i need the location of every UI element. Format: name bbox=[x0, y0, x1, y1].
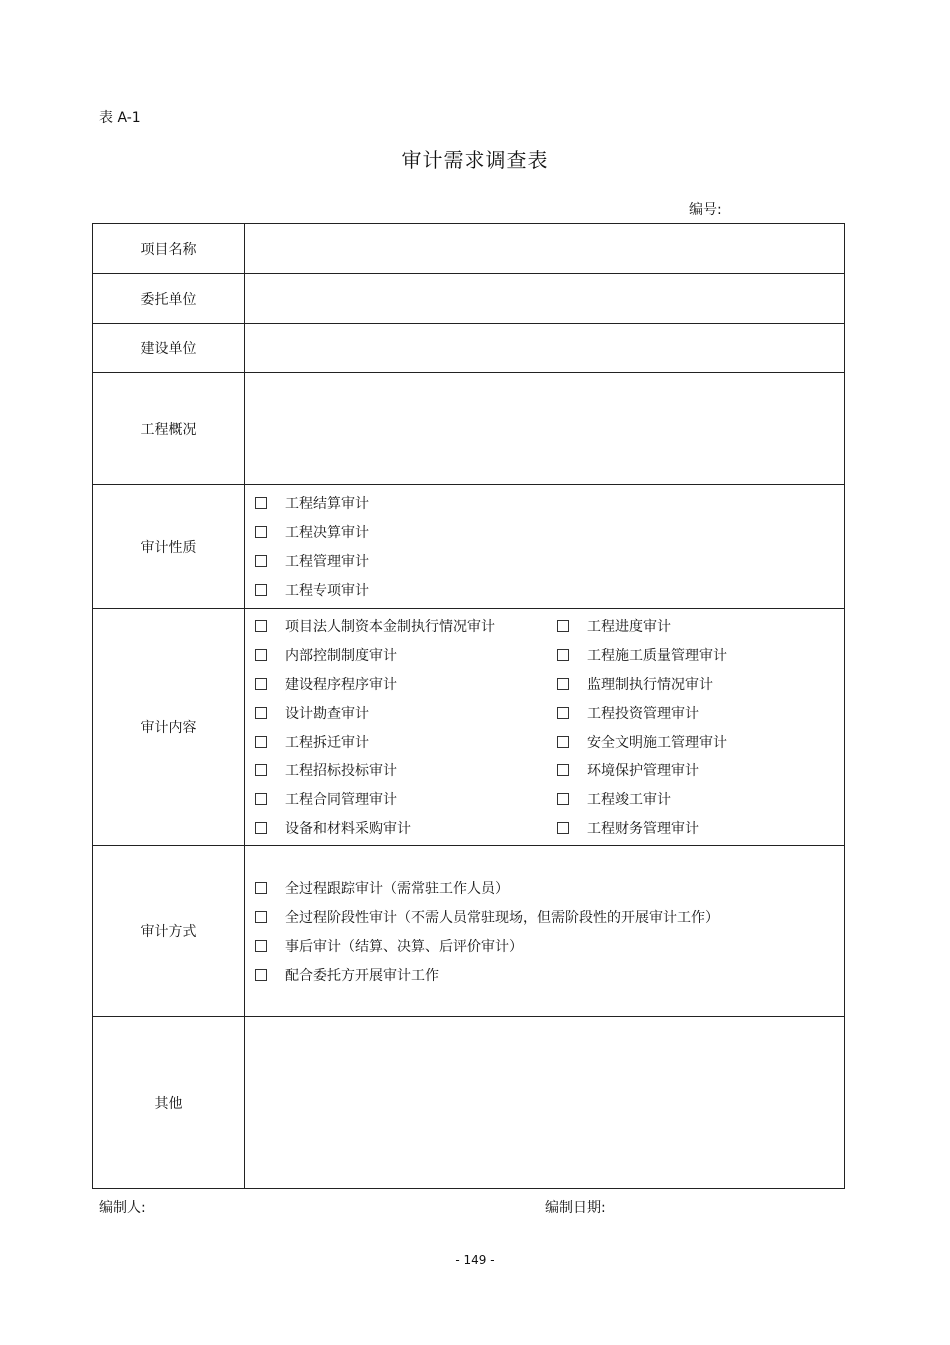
preparer-label: 编制人: bbox=[99, 1200, 146, 1216]
checkbox-option[interactable] bbox=[245, 931, 844, 960]
checkbox-option[interactable] bbox=[245, 727, 547, 756]
checkbox-icon[interactable] bbox=[557, 620, 569, 632]
content-label: 审计内容 bbox=[93, 609, 245, 846]
checkbox-option[interactable] bbox=[245, 874, 844, 903]
checkbox-label: 内部控制制度审计 bbox=[285, 648, 397, 665]
checkbox-option[interactable] bbox=[245, 785, 547, 814]
checkbox-icon[interactable] bbox=[255, 526, 267, 538]
checkbox-icon[interactable] bbox=[255, 678, 267, 690]
table-label: 表 A-1 bbox=[99, 110, 141, 126]
checkbox-icon[interactable] bbox=[255, 707, 267, 719]
checkbox-option[interactable] bbox=[245, 518, 844, 547]
builder-field[interactable] bbox=[245, 324, 845, 373]
checkbox-label: 工程合同管理审计 bbox=[285, 792, 397, 809]
checkbox-icon[interactable] bbox=[255, 793, 267, 805]
checkbox-icon[interactable] bbox=[255, 649, 267, 661]
checkbox-label: 工程竣工审计 bbox=[587, 792, 671, 809]
row-overview bbox=[93, 373, 845, 485]
checkbox-label: 工程进度审计 bbox=[587, 619, 671, 636]
checkbox-label: 工程施工质量管理审计 bbox=[587, 648, 727, 665]
checkbox-label: 配合委托方开展审计工作 bbox=[285, 967, 439, 984]
checkbox-icon[interactable] bbox=[557, 649, 569, 661]
row-client bbox=[93, 274, 845, 324]
checkbox-option[interactable] bbox=[547, 641, 844, 670]
checkbox-label: 工程专项审计 bbox=[285, 582, 369, 599]
checkbox-icon[interactable] bbox=[557, 822, 569, 834]
checkbox-icon[interactable] bbox=[255, 584, 267, 596]
checkbox-option[interactable] bbox=[245, 547, 844, 576]
checkbox-label: 工程招标投标审计 bbox=[285, 763, 397, 780]
checkbox-icon[interactable] bbox=[557, 707, 569, 719]
overview-label: 工程概况 bbox=[93, 373, 245, 485]
checkbox-icon[interactable] bbox=[255, 882, 267, 894]
checkbox-label: 工程拆迁审计 bbox=[285, 734, 369, 751]
checkbox-option[interactable] bbox=[245, 612, 547, 641]
checkbox-icon[interactable] bbox=[255, 822, 267, 834]
checkbox-icon[interactable] bbox=[255, 764, 267, 776]
row-other bbox=[93, 1017, 845, 1189]
checkbox-label: 设备和材料采购审计 bbox=[285, 820, 411, 837]
page-number: - 149 - bbox=[455, 1253, 495, 1267]
checkbox-icon[interactable] bbox=[255, 555, 267, 567]
checkbox-icon[interactable] bbox=[255, 969, 267, 981]
checkbox-label: 工程投资管理审计 bbox=[587, 705, 699, 722]
checkbox-icon[interactable] bbox=[255, 736, 267, 748]
number-label: 编号: bbox=[689, 202, 722, 218]
nature-options bbox=[245, 485, 845, 609]
checkbox-option[interactable] bbox=[245, 814, 547, 843]
page-title: 审计需求调查表 bbox=[401, 148, 549, 172]
checkbox-label: 工程结算审计 bbox=[285, 496, 369, 513]
checkbox-label: 事后审计（结算、决算、后评价审计） bbox=[285, 938, 523, 955]
checkbox-option[interactable] bbox=[245, 903, 844, 932]
checkbox-label: 全过程阶段性审计（不需人员常驻现场，但需阶段性的开展审计工作） bbox=[285, 909, 719, 926]
nature-label: 审计性质 bbox=[93, 485, 245, 609]
row-nature bbox=[93, 485, 845, 609]
checkbox-label: 全过程跟踪审计（需常驻工作人员） bbox=[285, 881, 509, 898]
checkbox-option[interactable] bbox=[547, 670, 844, 699]
checkbox-icon[interactable] bbox=[557, 736, 569, 748]
row-project-name bbox=[93, 224, 845, 274]
checkbox-label: 环境保护管理审计 bbox=[587, 763, 699, 780]
checkbox-option[interactable] bbox=[245, 641, 547, 670]
checkbox-label: 安全文明施工管理审计 bbox=[587, 734, 727, 751]
checkbox-icon[interactable] bbox=[255, 911, 267, 923]
method-options bbox=[245, 846, 845, 1017]
checkbox-option[interactable] bbox=[547, 698, 844, 727]
checkbox-option[interactable] bbox=[245, 960, 844, 989]
checkbox-option[interactable] bbox=[245, 575, 844, 604]
row-content bbox=[93, 609, 845, 846]
checkbox-option[interactable] bbox=[245, 698, 547, 727]
other-field[interactable] bbox=[245, 1017, 845, 1189]
checkbox-label: 监理制执行情况审计 bbox=[587, 676, 713, 693]
date-label: 编制日期: bbox=[545, 1200, 606, 1216]
overview-field[interactable] bbox=[245, 373, 845, 485]
checkbox-option[interactable] bbox=[245, 670, 547, 699]
checkbox-icon[interactable] bbox=[557, 764, 569, 776]
content-options bbox=[245, 609, 845, 846]
checkbox-option[interactable] bbox=[245, 756, 547, 785]
checkbox-label: 设计勘查审计 bbox=[285, 705, 369, 722]
client-label: 委托单位 bbox=[93, 274, 245, 324]
checkbox-option[interactable] bbox=[245, 489, 844, 518]
checkbox-label: 工程财务管理审计 bbox=[587, 820, 699, 837]
checkbox-label: 项目法人制资本金制执行情况审计 bbox=[285, 619, 495, 636]
checkbox-option[interactable] bbox=[547, 727, 844, 756]
checkbox-option[interactable] bbox=[547, 756, 844, 785]
builder-label: 建设单位 bbox=[93, 324, 245, 373]
row-builder bbox=[93, 324, 845, 373]
checkbox-label: 建设程序程序审计 bbox=[285, 676, 397, 693]
row-method bbox=[93, 846, 845, 1017]
project-name-label: 项目名称 bbox=[93, 224, 245, 274]
checkbox-icon[interactable] bbox=[255, 940, 267, 952]
checkbox-option[interactable] bbox=[547, 785, 844, 814]
client-field[interactable] bbox=[245, 274, 845, 324]
checkbox-icon[interactable] bbox=[557, 793, 569, 805]
checkbox-option[interactable] bbox=[547, 612, 844, 641]
project-name-field[interactable] bbox=[245, 224, 845, 274]
checkbox-label: 工程管理审计 bbox=[285, 553, 369, 570]
checkbox-option[interactable] bbox=[547, 814, 844, 843]
checkbox-icon[interactable] bbox=[255, 620, 267, 632]
checkbox-icon[interactable] bbox=[255, 497, 267, 509]
other-label: 其他 bbox=[93, 1017, 245, 1189]
method-label: 审计方式 bbox=[93, 846, 245, 1017]
audit-survey-table bbox=[92, 223, 845, 1189]
checkbox-icon[interactable] bbox=[557, 678, 569, 690]
checkbox-label: 工程决算审计 bbox=[285, 525, 369, 542]
